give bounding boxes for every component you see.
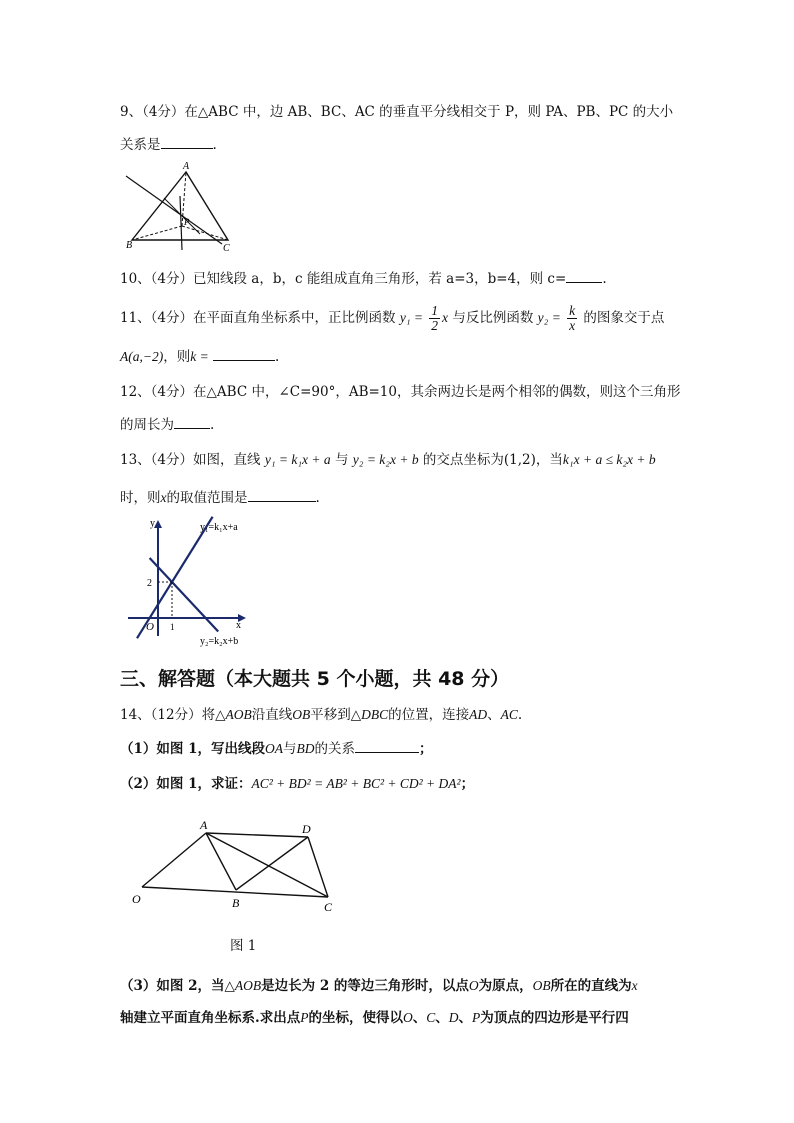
- figure-caption: 图 1: [230, 938, 257, 954]
- x-axis-label: x: [236, 620, 241, 631]
- q9-triangle-figure: [120, 158, 250, 254]
- answer-blank: [213, 346, 275, 361]
- segment-oa: [142, 833, 206, 887]
- segment-ad: [206, 833, 308, 837]
- tick-label-y: 2: [147, 578, 152, 589]
- q14-part2: （2）如图 1，求证：AC² + BD² = AB² + BC² + CD² + DA²；: [120, 776, 475, 792]
- label-d: D: [302, 822, 311, 836]
- origin-label: O: [146, 621, 154, 633]
- segment-pb: [132, 226, 182, 240]
- label-a: A: [200, 818, 208, 832]
- q10-line: 10、（4分）已知线段 a，b，c 能组成直角三角形，若 a=3，b=4，则 c= .: [120, 268, 607, 289]
- tick-label-x: 1: [170, 622, 175, 632]
- answer-blank: [248, 487, 316, 502]
- label-c: C: [324, 900, 333, 914]
- label-p: P: [184, 217, 190, 227]
- q14-part3-line2: 轴建立平面直角坐标系.求出点P的坐标，使得以O、C、D、P为顶点的四边形是平行四: [120, 1010, 629, 1026]
- q14-part1: （1）如图 1，写出线段OA与BD的关系 ；: [120, 738, 433, 759]
- q12-line2: 的周长为 .: [120, 414, 214, 435]
- label-o: O: [132, 892, 141, 906]
- label-a: A: [183, 161, 190, 172]
- q12-line1: 12、（4分）在△ABC 中，∠C=90°，AB=10，其余两边长是两个相邻的偶数，则这个三角形: [120, 384, 681, 400]
- section-title: 三、解答题（本大题共 5 个小题，共 48 分）: [120, 668, 510, 690]
- fraction-one-half: $\frac{1}{2}$: [431, 303, 439, 333]
- q13-line1: 13、（4分）如图，直线 y₁ = k₁x + a 与 y₂ = k₂x + b 的交点坐标为(1,2)，当k₁x + a ≤ k₂x + b: [120, 452, 656, 468]
- answer-blank: [174, 414, 210, 429]
- bisector-bc: [180, 196, 182, 250]
- line2-label: y₂=k₂x+b: [200, 636, 239, 647]
- label-b: B: [126, 240, 133, 251]
- q14-part3-line1: （3）如图 2，当△AOB是边长为 2 的等边三角形时，以点O为原点，OB所在的直线为x: [120, 978, 638, 994]
- answer-blank: [355, 738, 419, 753]
- q9-line2: 关系是 .: [120, 134, 217, 155]
- q14-line1: 14、（12分）将△AOB沿直线OB平移到△DBC的位置，连接AD、AC.: [120, 707, 523, 723]
- q13-line2: 时，则x的取值范围是 .: [120, 487, 320, 508]
- label-c: C: [223, 243, 230, 254]
- line-y2: [150, 558, 219, 632]
- q9-line1: 9、（4分）在△ABC 中，边 AB、BC、AC 的垂直平分线相交于 P，则 PA、PB、PC 的大小: [120, 104, 674, 120]
- y-axis-arrow: [154, 520, 162, 528]
- fraction-k-over-x: $\frac{k}{x}$: [569, 303, 576, 333]
- line1-label: y₁=k₁x+a: [200, 522, 238, 533]
- answer-blank: [566, 268, 602, 283]
- q13-line-graph: [120, 514, 260, 650]
- label-b: B: [232, 896, 240, 910]
- answer-blank: [161, 134, 213, 149]
- q11-line2: A(a,−2)，则k = .: [120, 346, 279, 367]
- segment-bd: [236, 837, 308, 890]
- q14-parallelogram-figure: [130, 815, 360, 915]
- q11-line1: 11、（4分）在平面直角坐标系中，正比例函数 y₁ = $\frac{1}{2}$ x 与反比例函数 y₂ = $\frac{k}{x}$ 的图象交于点: [120, 303, 665, 333]
- bisector-ab: [164, 198, 200, 234]
- y-axis-label: y: [150, 518, 155, 529]
